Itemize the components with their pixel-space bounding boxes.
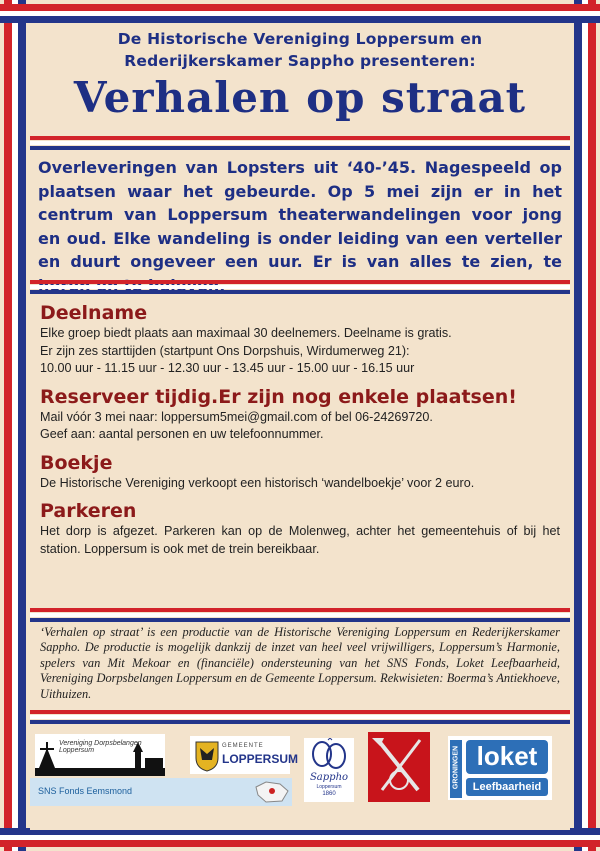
- loket-leefbaarheid-logo: [448, 736, 552, 800]
- gemeente-label: LOPPERSUM: [222, 752, 299, 766]
- gemeente-small-label: GEMEENTE: [222, 743, 264, 749]
- deelname-heading: Deelname: [40, 302, 148, 324]
- divider: [30, 280, 570, 294]
- crossed-weapons-icon: [368, 732, 430, 802]
- parkeren-heading: Parkeren: [40, 500, 137, 522]
- intro-block: [30, 156, 570, 274]
- map-icon: [252, 779, 292, 805]
- header: [30, 28, 570, 134]
- parkeren-text: Het dorp is afgezet. Parkeren kan op de Molenweg, achter het gemeentehuis of bij het station. Loppersum is ook met de trein bereikbaar.: [40, 524, 560, 556]
- credits-block: [30, 625, 570, 713]
- sns-logo: [30, 778, 292, 806]
- intro-text: Overleveringen van Lopsters uit ‘40-’45. Nagespeeld op plaatsen waar het gebeurde. Op 5 mei zijn er in het centrum van Loppersum theaterwandelingen voor jong en oud. Elke wandeling is onder leiding van een verteller en duurt ongeveer een uur. Er is van alles te zien, te: [38, 158, 562, 271]
- header-line-1: De Historische Vereniging Loppersum en: [117, 30, 483, 48]
- info-block: [30, 302, 570, 610]
- divider: [30, 136, 570, 150]
- sappho-place: Loppersum: [316, 784, 342, 790]
- boekje-line: De Historische Vereniging verkoopt een historisch ‘wandelboekje’ voor 2 euro.: [40, 475, 475, 490]
- credits-text: ‘Verhalen op straat’ is een productie van de Historische Vereniging Loppersum en Rederijkerskamer Sappho. De productie is mogelijk dankzij de inzet van heel veel vrijwilligers, Loppersum’s Harmonie, spelers van Mit Mekoar en (financiële) ondersteuning van het SNS Fonds, Loket Leefbaarheid, Vereniging Dorpsbelangen Loppersum en de Gemeente Loppersum. Rekwisieten: Boerma’s Antiekhoeve, Uithuizen.: [40, 625, 560, 701]
- boekje-heading: Boekje: [40, 451, 113, 474]
- sponsor-logos: [30, 730, 570, 830]
- theatre-masks-icon: [304, 738, 354, 772]
- page-title: Verhalen op straat: [73, 73, 527, 122]
- dorpsbelangen-label: Vereniging Dorpsbelangen Loppersum: [59, 740, 142, 754]
- sappho-label: Sappho: [309, 772, 349, 783]
- sappho-year: 1860: [322, 791, 336, 797]
- loket-region: GRONINGEN: [452, 745, 460, 790]
- sappho-logo: [304, 738, 354, 802]
- deelname-line-2: Er zijn zes starttijden (startpunt Ons Dorpshuis, Wirdumerweg 21):: [40, 343, 410, 358]
- gemeente-logo: [190, 736, 299, 774]
- divider: [30, 710, 570, 724]
- dorpsbelangen-logo: [35, 734, 165, 776]
- red-shield-logo: [368, 732, 430, 802]
- reserveer-line-1: Mail vóór 3 mei naar: loppersum5mei@gmail.com of bel 06-24269720.: [40, 409, 433, 424]
- start-times: 10.00 uur - 11.15 uur - 12.30 uur - 13.45 uur - 15.00 uur - 16.15 uur: [40, 361, 415, 375]
- loket-label: loket: [466, 740, 548, 774]
- header-line-2: Rederijkerskamer Sappho presenteren:: [124, 52, 476, 70]
- loket-sub: Leefbaarheid: [466, 778, 548, 796]
- reserveer-heading: Reserveer tijdig.Er zijn nog enkele plaatsen!: [40, 385, 517, 408]
- coat-of-arms-icon: [194, 738, 220, 772]
- deelname-line-1: Elke groep biedt plaats aan maximaal 30 deelnemers. Deelname is gratis.: [40, 326, 452, 340]
- divider: [30, 608, 570, 622]
- reserveer-line-2: Geef aan: aantal personen en uw telefoonnummer.: [40, 427, 324, 441]
- sns-label: SNS Fonds Eemsmond: [38, 786, 133, 796]
